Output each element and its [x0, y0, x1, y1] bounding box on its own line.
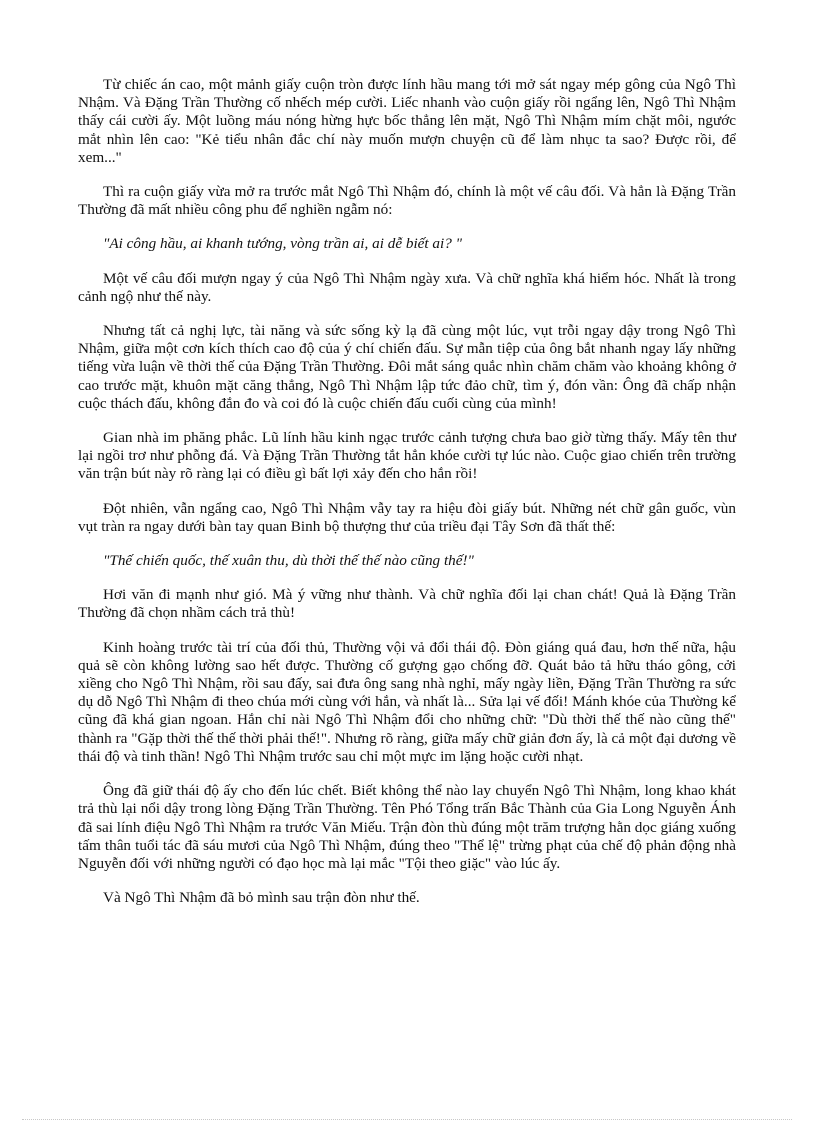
paragraph-7: Hơi văn đi mạnh như gió. Mà ý vững như thành. Và chữ nghĩa đối lại chan chát! Quả là Đặng Trần Thường đã chọn nhầm cách trả thù!: [78, 586, 736, 622]
paragraph-1: Từ chiếc án cao, một mảnh giấy cuộn tròn được lính hầu mang tới mở sát ngay mép gông của Ngô Thì Nhậm. Và Đặng Trần Thường cố nhếch mép cười. Liếc nhanh vào cuộn giấy rồi ngẩng lên, Ngô Thì Nhậm thấy cái cười ấy. Một luồng máu nóng hừng hực bốc thẳng lên mặt, Ngô Thì Nhậm mím chặt môi, ngước mắt nhìn lên cao: "Kẻ tiểu nhân đắc chí này muốn mượn chuyện cũ để làm nhục ta sao? Được rồi, để xem...": [78, 76, 736, 166]
document-body: [78, 76, 736, 923]
paragraph-10: Và Ngô Thì Nhậm đã bỏ mình sau trận đòn như thế.: [103, 889, 420, 907]
paragraph-5: Gian nhà im phăng phắc. Lũ lính hầu kinh ngạc trước cảnh tượng chưa bao giờ từng thấy. Mấy tên thư lại ngồi trơ như phỗng đá. Và Đặng Trần Thường tắt hẳn khóe cười tự lúc nào. Cuộc giao chiến trên trường văn trận bút này rõ ràng lại có điều gì bất lợi xảy đến cho hắn rồi!: [78, 429, 736, 483]
couplet-first-line: "Ai công hầu, ai khanh tướng, vòng trần ai, ai dễ biết ai? ": [103, 235, 463, 253]
paragraph-2: Thì ra cuộn giấy vừa mở ra trước mắt Ngô Thì Nhậm đó, chính là một vế câu đối. Và hẳn là Đặng Trần Thường đã mất nhiều công phu để nghiền ngẫm nó:: [78, 183, 736, 219]
paragraph-3: Một vế câu đối mượn ngay ý của Ngô Thì Nhậm ngày xưa. Và chữ nghĩa khá hiểm hóc. Nhất là trong cảnh ngộ như thế này.: [78, 269, 736, 305]
page-bottom-divider: [22, 1119, 792, 1120]
paragraph-6: Đột nhiên, vẫn ngẩng cao, Ngô Thì Nhậm vẫy tay ra hiệu đòi giấy bút. Những nét chữ gân guốc, vùn vụt tràn ra ngay dưới bàn tay quan Binh bộ thượng thư của triều đại Tây Sơn đã thất thế:: [78, 499, 736, 535]
paragraph-9: Ông đã giữ thái độ ấy cho đến lúc chết. Biết không thể nào lay chuyển Ngô Thì Nhậm, long khao khát trả thù lại nổi dậy trong lòng Đặng Trần Thường. Tên Phó Tổng trấn Bắc Thành của Gia Long Nguyễn Ánh đã sai lính điệu Ngô Thì Nhậm ra trước Văn Miếu. Trận đòn thù đúng một trăm trượng hằn dọc giáng xuống tấm thân tuổi tác đã sáu mươi của Ngô Thì Nhậm, đúng theo "Thể lệ" trừng phạt của chế độ phản động nhà Nguyễn đối với những người có đạo học mà lại mắc "Tội theo giặc" vào lúc ấy.: [78, 782, 736, 872]
paragraph-4: Nhưng tất cả nghị lực, tài năng và sức sống kỳ lạ đã cùng một lúc, vụt trỗi ngay dậy trong Ngô Thì Nhậm, giữa một cơn kích thích cao độ của ý chí chiến đấu. Sự mẫn tiệp của ông bắt nhanh ngay lấy những tiếng vừa luận về thời thế của Đặng Trần Thường. Đôi mắt sáng quắc nhìn chăm chăm vào khoảng không ở cao trước mặt, khuôn mặt căng thẳng, Ngô Thì Nhậm lập tức đảo chữ, tìm ý, đón vần: Ông đã chấp nhận cuộc thách đấu, không đắn đo và coi đó là cuộc chiến đấu cuối cùng của mình!: [78, 322, 736, 412]
couplet-reply-line: "Thế chiến quốc, thế xuân thu, dù thời thế thế nào cũng thế!": [103, 552, 474, 570]
paragraph-8: Kinh hoàng trước tài trí của đối thủ, Thường vội vả đổi thái độ. Đòn giáng quá đau, hơn thế nữa, hậu quả sẽ còn không lường sao hết được. Thường cố gượng gạo chống đỡ. Quát bảo tả hữu tháo gông, cởi xiềng cho Ngô Thì Nhậm, rồi sau đấy, sai đưa ông sang nhà nghỉ, mấy ngày liền, Đặng Trần Thường ra sức dụ dỗ Ngô Thì Nhậm đi theo chúa mới cùng với hắn, và nhất là... Sửa lại vế đối! Mánh khóe của Thường kể cũng đã khá gian ngoan. Hắn chỉ nài Ngô Thì Nhậm đổi cho những chữ: "Dù thời thế thế nào cũng thế" thành ra "Gặp thời thế thế thời phải thế!". Nhưng rõ ràng, giữa mấy chữ giản đơn ấy, là cả một đại dương về thái độ và tinh thần! Ngô Thì Nhậm trước sau chỉ một mực im lặng hoặc cười nhạt.: [78, 638, 736, 765]
